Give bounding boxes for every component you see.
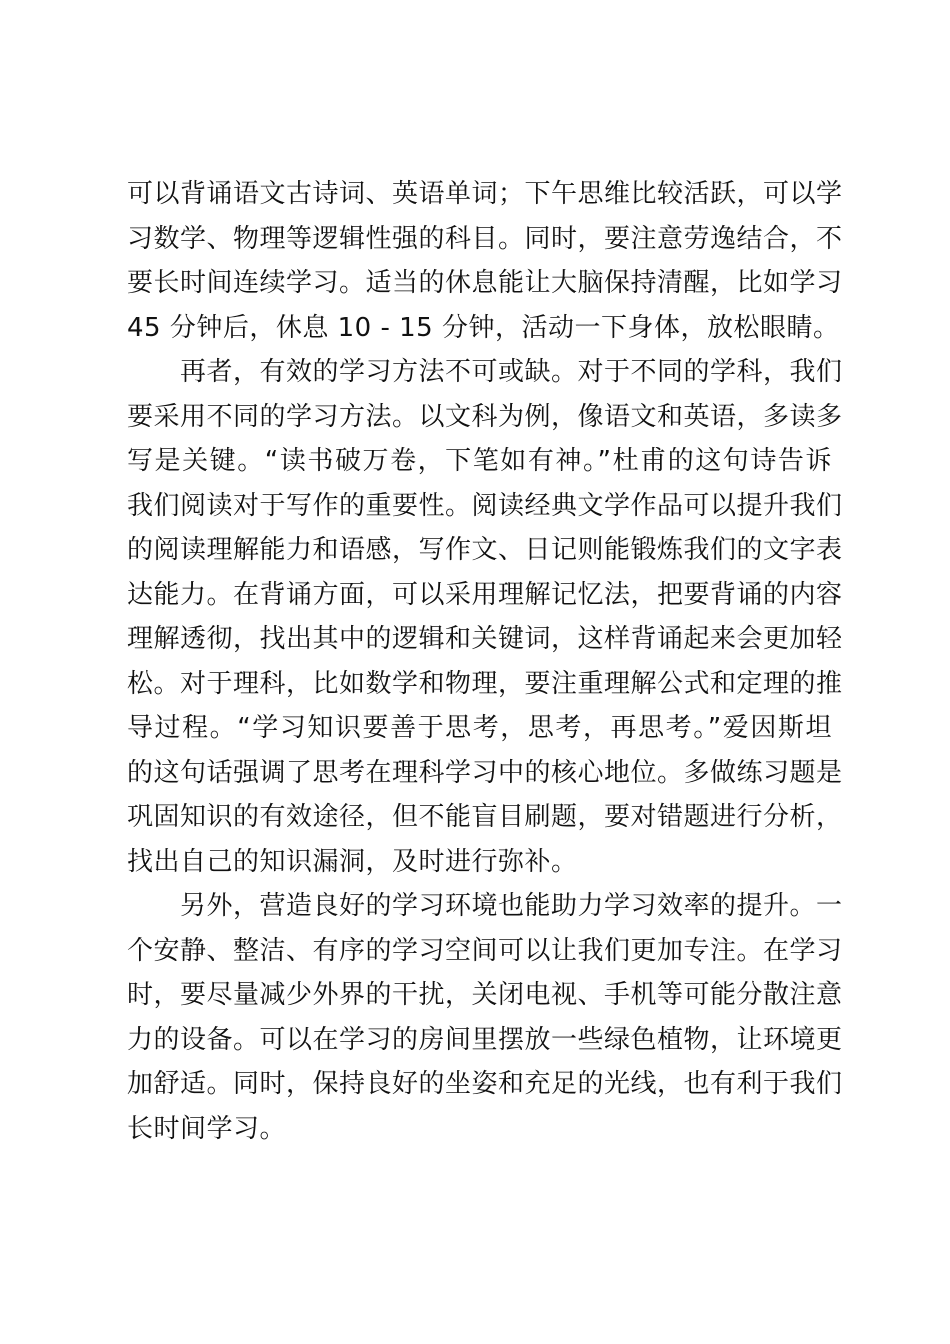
text-line: 的这句话强调了思考在理科学习中的核心地位。多做练习题是 [127, 757, 843, 788]
text-line: 导过程。“学习知识要善于思考，思考，再思考。”爱因斯坦 [127, 713, 832, 743]
text-line: 我们阅读对于写作的重要性。阅读经典文学作品可以提升我们 [127, 490, 843, 521]
text-line: 理解透彻，找出其中的逻辑和关键词，这样背诵起来会更加轻 [127, 624, 843, 654]
text-line: 可以背诵语文古诗词、英语单词；下午思维比较活跃，可以学 [127, 179, 843, 209]
paragraph-study-methods [127, 350, 843, 884]
text-line: 力的设备。可以在学习的房间里摆放一些绿色植物，让环境更 [127, 1024, 843, 1055]
text-line: 达能力。在背诵方面，可以采用理解记忆法，把要背诵的内容 [127, 579, 843, 610]
text-line: 要采用不同的学习方法。以文科为例，像语文和英语，多读多 [127, 401, 843, 432]
text-line: 习数学、物理等逻辑性强的科目。同时，要注意劳逸结合，不 [127, 223, 843, 254]
text-line: 时，要尽量减少外界的干扰，关闭电视、手机等可能分散注意 [127, 980, 843, 1010]
text-line: 找出自己的知识漏洞，及时进行弥补。 [127, 846, 578, 877]
paragraph-study-environment [127, 884, 843, 1151]
text-line: 要长时间连续学习。适当的休息能让大脑保持清醒，比如学习 [127, 268, 843, 298]
text-line: 45 分钟后，休息 10 - 15 分钟，活动一下身体，放松眼睛。 [127, 312, 840, 343]
text-line: 再者，有效的学习方法不可或缺。对于不同的学科，我们 [127, 357, 843, 387]
text-line: 写是关键。“读书破万卷，下笔如有神。”杜甫的这句诗告诉 [127, 446, 832, 476]
text-line: 另外，营造良好的学习环境也能助力学习效率的提升。一 [127, 891, 843, 921]
document-body [127, 172, 843, 1151]
text-line: 松。对于理科，比如数学和物理，要注重理解公式和定理的推 [127, 668, 843, 699]
text-line: 的阅读理解能力和语感，写作文、日记则能锻炼我们的文字表 [127, 535, 843, 565]
text-line: 加舒适。同时，保持良好的坐姿和充足的光线，也有利于我们 [127, 1069, 843, 1099]
text-line: 个安静、整洁、有序的学习空间可以让我们更加专注。在学习 [127, 935, 843, 966]
paragraph-study-schedule [127, 172, 843, 350]
text-line: 巩固知识的有效途径，但不能盲目刷题，要对错题进行分析， [127, 802, 843, 832]
text-line: 长时间学习。 [127, 1113, 287, 1144]
